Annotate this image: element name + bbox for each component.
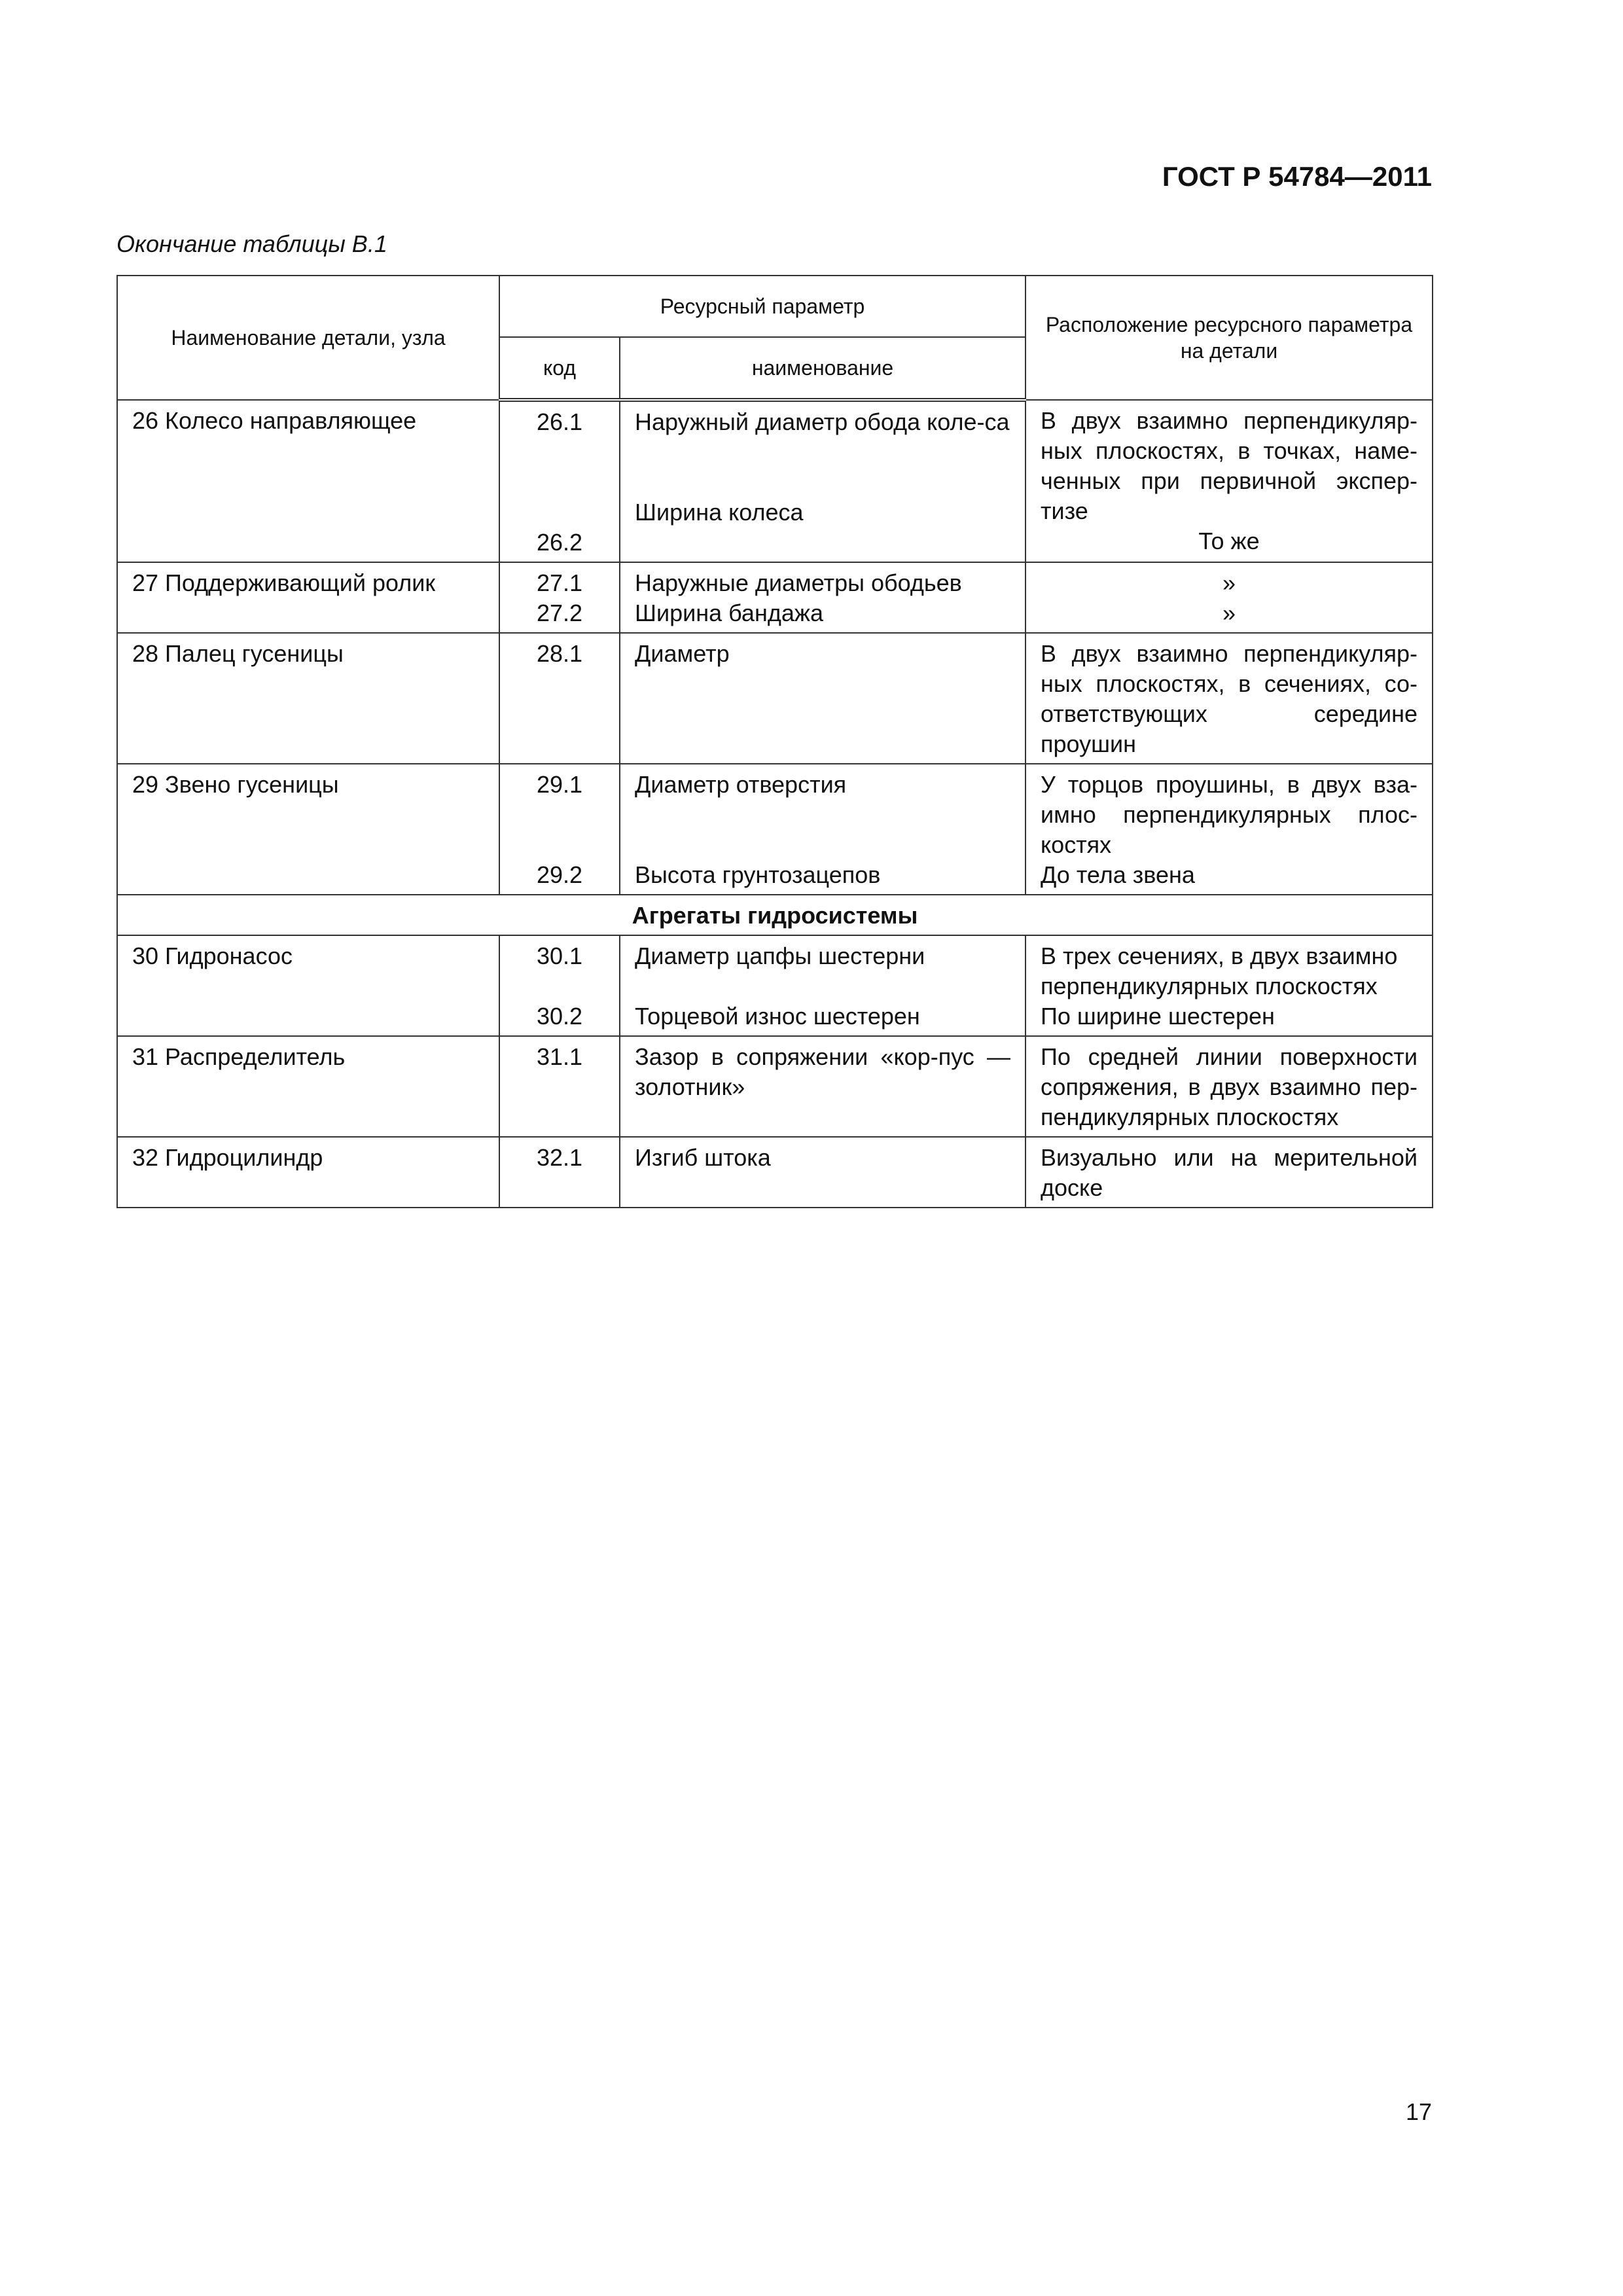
location-cell: По средней линии поверхности сопряжения, в двух взаимно пер-пендикулярных плоскостях <box>1026 1036 1433 1137</box>
table-row <box>117 400 1433 562</box>
param-name-cell: Наружный диаметр обода коле-са Ширина колеса <box>620 400 1026 562</box>
section-title: Агрегаты гидросистемы <box>117 895 1433 935</box>
code-cell: 27.1 27.2 <box>499 562 620 633</box>
param-name-cell: Наружные диаметры ободьев Ширина бандажа <box>620 562 1026 633</box>
part-name-cell: 26 Колесо направляющее <box>117 400 499 562</box>
location-cell: Визуально или на мерительной доске <box>1026 1137 1433 1208</box>
code-cell: 32.1 <box>499 1137 620 1208</box>
location-cell: В трех сечениях, в двух взаимно перпендикулярных плоскостях По ширине шестерен <box>1026 935 1433 1036</box>
table-row <box>117 935 1433 1036</box>
table-header-row <box>117 276 1433 337</box>
location-cell: В двух взаимно перпендикуляр-ных плоскостях, в точках, наме-ченных при первичной экспер-тизе То же <box>1026 400 1433 562</box>
part-name-cell: 30 Гидронасос <box>117 935 499 1036</box>
document-id: ГОСТ Р 54784—2011 <box>1162 161 1432 192</box>
location-cell: У торцов проушины, в двух вза-имно перпендикулярных плос-костях До тела звена <box>1026 764 1433 895</box>
param-name-cell: Диаметр цапфы шестерни Торцевой износ шестерен <box>620 935 1026 1036</box>
table-row <box>117 764 1433 895</box>
table-caption: Окончание таблицы В.1 <box>116 230 387 257</box>
header-code: код <box>499 337 620 400</box>
param-name-cell: Изгиб штока <box>620 1137 1026 1208</box>
part-name-cell: 31 Распределитель <box>117 1036 499 1137</box>
header-part-name: Наименование детали, узла <box>117 276 499 400</box>
param-name-cell: Диаметр <box>620 633 1026 764</box>
code-cell: 26.1 26.2 <box>499 400 620 562</box>
header-resource-param: Ресурсный параметр <box>499 276 1026 337</box>
page-number: 17 <box>1405 2098 1432 2125</box>
code-cell: 29.1 29.2 <box>499 764 620 895</box>
table-row <box>117 562 1433 633</box>
location-cell: В двух взаимно перпендикуляр-ных плоскостях, в сечениях, со-ответствующих середине проушин <box>1026 633 1433 764</box>
table-row <box>117 1137 1433 1208</box>
section-row <box>117 895 1433 935</box>
code-cell: 31.1 <box>499 1036 620 1137</box>
table-row <box>117 633 1433 764</box>
code-cell: 28.1 <box>499 633 620 764</box>
param-name-cell: Диаметр отверстия Высота грунтозацепов <box>620 764 1026 895</box>
part-name-cell: 32 Гидроцилиндр <box>117 1137 499 1208</box>
code-cell: 30.1 30.2 <box>499 935 620 1036</box>
location-cell: » » <box>1026 562 1433 633</box>
parts-table <box>116 275 1433 1208</box>
header-name: наименование <box>620 337 1026 400</box>
part-name-cell: 28 Палец гусеницы <box>117 633 499 764</box>
header-location: Расположение ресурсного параметра на детали <box>1026 276 1433 400</box>
param-name-cell: Зазор в сопряжении «кор-пус — золотник» <box>620 1036 1026 1137</box>
part-name-cell: 27 Поддерживающий ролик <box>117 562 499 633</box>
table-row <box>117 1036 1433 1137</box>
part-name-cell: 29 Звено гусеницы <box>117 764 499 895</box>
